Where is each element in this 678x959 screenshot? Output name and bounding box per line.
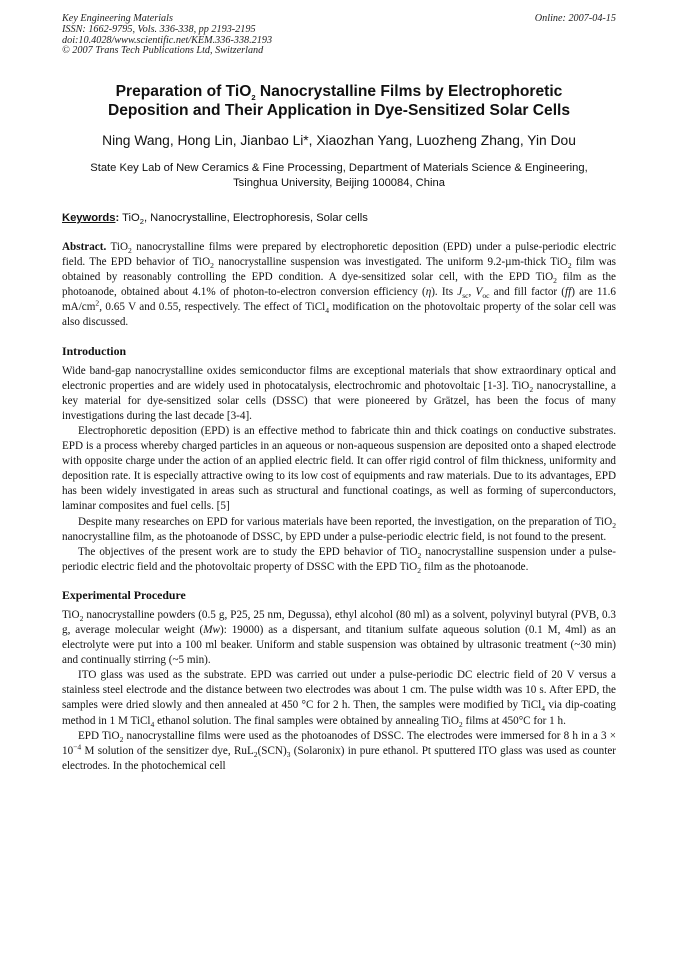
abstract-symbol: V	[475, 286, 483, 299]
abstract-symbol: ff	[565, 286, 572, 299]
affiliation-line-2: Tsinghua University, Beijing 100084, China	[233, 176, 445, 189]
body-subscript: 2	[458, 719, 463, 729]
keywords-colon: :	[115, 212, 120, 224]
title-text: Nanocrystalline Films by Electrophoretic	[255, 83, 563, 100]
abstract-symbol: J	[457, 286, 463, 299]
body-text: via dip-coating method in 1 M TiCl	[62, 699, 616, 727]
abstract-text: film as the photoanode, obtained about 4.1% of photon-to-electron conversion efficiency (	[62, 271, 617, 299]
paper-body	[62, 240, 616, 774]
abstract-superscript: 2	[95, 298, 100, 308]
abstract-subscript: oc	[482, 291, 490, 301]
section-heading-experimental: Experimental Procedure	[62, 587, 186, 602]
affiliation-line-1: State Key Lab of New Ceramics & Fine Processing, Department of Materials Science & Engineering,	[90, 162, 588, 174]
abstract-subscript: 2	[128, 246, 132, 256]
body-subscript: 3	[286, 749, 291, 759]
keyword-text: TiO	[119, 212, 140, 224]
issn-line: ISSN: 1662-9795, Vols. 336-338, pp 2193-2195	[62, 23, 256, 35]
abstract-subscript: 2	[210, 261, 214, 271]
abstract-text: ,	[468, 286, 476, 299]
body-text: (Solaronix) in pure ethanol. Pt sputtered ITO glass was used as counter electrodes. In the photochemical cell	[62, 744, 616, 772]
abstract-symbol: η	[425, 286, 432, 299]
body-subscript: 2	[529, 384, 534, 394]
body-subscript: 2	[119, 734, 124, 744]
author-list: Ning Wang, Hong Lin, Jianbao Li*, Xiaozhan Yang, Luozheng Zhang, Yin Dou	[102, 133, 576, 148]
title-subscript: 2	[251, 93, 256, 103]
online-date: Online: 2007-04-15	[534, 13, 616, 24]
body-text: (SCN)	[257, 744, 287, 757]
abstract-text: TiO	[106, 241, 129, 253]
keywords	[62, 211, 616, 225]
abstract-label: Abstract.	[62, 241, 107, 253]
body-text: nanocrystalline, a key material for dye-sensitized solar cells (DSSC) that were pioneered by Grätzel, has been the focus of many investigations during the last decade [3-4].	[62, 379, 616, 422]
body-subscript: 2	[253, 749, 258, 759]
body-text: EPD TiO	[78, 729, 120, 742]
abstract-text: film was obtained by reasonably controlling the EPD condition. A dye-sensitized solar cell, with the EPD TiO	[62, 256, 617, 284]
body-superscript: −4	[73, 742, 82, 751]
body-text: TiO	[62, 608, 80, 621]
keyword-text: , Nanocrystalline, Electrophoresis, Solar cells	[143, 212, 368, 224]
experimental-paragraph-3	[62, 729, 616, 774]
journal-header	[62, 14, 616, 57]
body-text: ITO glass was used as the substrate. EPD was carried out under a pulse-periodic DC electric field of 20 V versus a stainless steel electrode and the distance between two electrodes was about 1 cm. The pulse width was 10 s. After EPD, the samples were dried slowly and then annealed at 450 °C for 2 h. Then, the samples were modified by TiCl	[62, 669, 616, 712]
body-subscript: 2	[417, 566, 422, 575]
intro-paragraph-3	[62, 515, 616, 545]
body-subscript: 2	[612, 520, 616, 530]
body-text: nanocrystalline film, as the photoanode of DSSC, by EPD under a pulse-periodic electric field, is not found to the present.	[62, 530, 607, 543]
affiliation	[62, 161, 616, 190]
abstract-subscript: 2	[567, 261, 572, 271]
doi-line: doi:10.4028/www.scientific.net/KEM.336-338.2193	[62, 34, 273, 46]
abstract-text: , 0.65 V and 0.55, respectively. The effect of TiCl	[99, 301, 326, 314]
journal-name: Key Engineering Materials	[62, 13, 173, 24]
abstract-text: nanocrystalline suspension was investigated. The uniform 9.2-µm-thick TiO	[213, 256, 568, 269]
body-text: ): 19000) as a dispersant, and titanium sulfate aqueous solution (0.1 M, 4ml) as an electrolyte were put into a 100 ml beaker. Uniform and stable suspension was obtained by ultrasonic treatment (~30 min) and continually stirring (~5 min).	[62, 623, 616, 667]
body-text: nanocrystalline films were used as the photoanodes of DSSC. The electrodes were immersed for 8 h in a 3 × 10	[62, 729, 617, 757]
body-text: films at 450°C for 1 h.	[462, 714, 566, 727]
title-line-2: Deposition and Their Application in Dye-Sensitized Solar Cells	[107, 102, 571, 119]
keyword-subscript: 2	[139, 217, 144, 227]
experimental-paragraph-1	[62, 608, 616, 668]
intro-paragraph-1	[62, 364, 616, 424]
body-text: Wide band-gap nanocrystalline oxides semiconductor films are exceptional materials that show extraordinary optical and electronic properties and are widely used in photocatalysis, electrochromic and photovoltaic [1-3]. TiO	[62, 364, 616, 392]
body-text: The objectives of the present work are to study the EPD behavior of TiO	[78, 545, 418, 558]
body-symbol: Mw	[203, 623, 220, 636]
abstract-paragraph	[62, 240, 616, 331]
body-text: film as the photoanode.	[421, 560, 529, 573]
section-heading-introduction: Introduction	[62, 343, 127, 358]
body-text: Despite many researches on EPD for various materials have been reported, the investigation, on the preparation of TiO	[78, 515, 613, 528]
body-text: M solution of the sensitizer dye, RuL	[81, 744, 254, 757]
intro-paragraph-2: Electrophoretic deposition (EPD) is an effective method to fabricate thin and thick coatings on conductive substrates. EPD is a process whereby charged particles in an aqueous or non-aqueous suspension are deposited onto a shaped electrode with opposite charge under the action of an applied electric field. It can offer rigid control of film thickness, uniformity and deposition rate. It is especially attractive owing to its low cost of equipments and raw materials. Due to its advantages, EPD has been widely investigated in areas such as structural and functional coatings, as well as forming of superconductors, laminar composites and fuel cells. [5]	[62, 424, 616, 513]
copyright-line: © 2007 Trans Tech Publications Ltd, Switzerland	[62, 45, 264, 57]
abstract-subscript: 4	[325, 306, 330, 316]
title-text: Preparation of TiO	[115, 83, 252, 100]
keywords-label: Keywords	[62, 212, 116, 224]
abstract-subscript: sc	[462, 291, 469, 301]
abstract-text: nanocrystalline films were prepared by electrophoretic deposition (EPD) under a pulse-periodic electric field. The EPD behavior of TiO	[62, 241, 617, 269]
abstract-text: ) are 11.6 mA/cm	[62, 286, 616, 314]
experimental-paragraph-2	[62, 668, 616, 728]
body-text: ethanol solution. The final samples were obtained by annealing TiO	[154, 714, 459, 727]
intro-paragraph-4	[62, 545, 616, 575]
abstract-subscript: 2	[553, 276, 557, 286]
abstract-text: modification on the photovoltaic property of the solar cell was also discussed.	[62, 301, 616, 329]
abstract-text: ). Its	[431, 286, 458, 299]
body-text: nanocrystalline powders (0.5 g, P25, 25 nm, Degussa), ethyl alcohol (80 ml) as a solvent, polyvinyl butyral (PVB, 0.3 g, average molecular weight (	[62, 608, 616, 636]
body-subscript: 4	[150, 719, 155, 729]
paper-title	[62, 82, 616, 120]
body-subscript: 2	[417, 550, 422, 560]
body-subscript: 2	[79, 614, 84, 624]
abstract-text: and fill factor (	[489, 286, 565, 299]
body-text: nanocrystalline suspension under a pulse-periodic electric field and the photovoltaic property of DSSC with the EPD TiO	[62, 545, 616, 573]
body-subscript: 4	[541, 704, 546, 714]
